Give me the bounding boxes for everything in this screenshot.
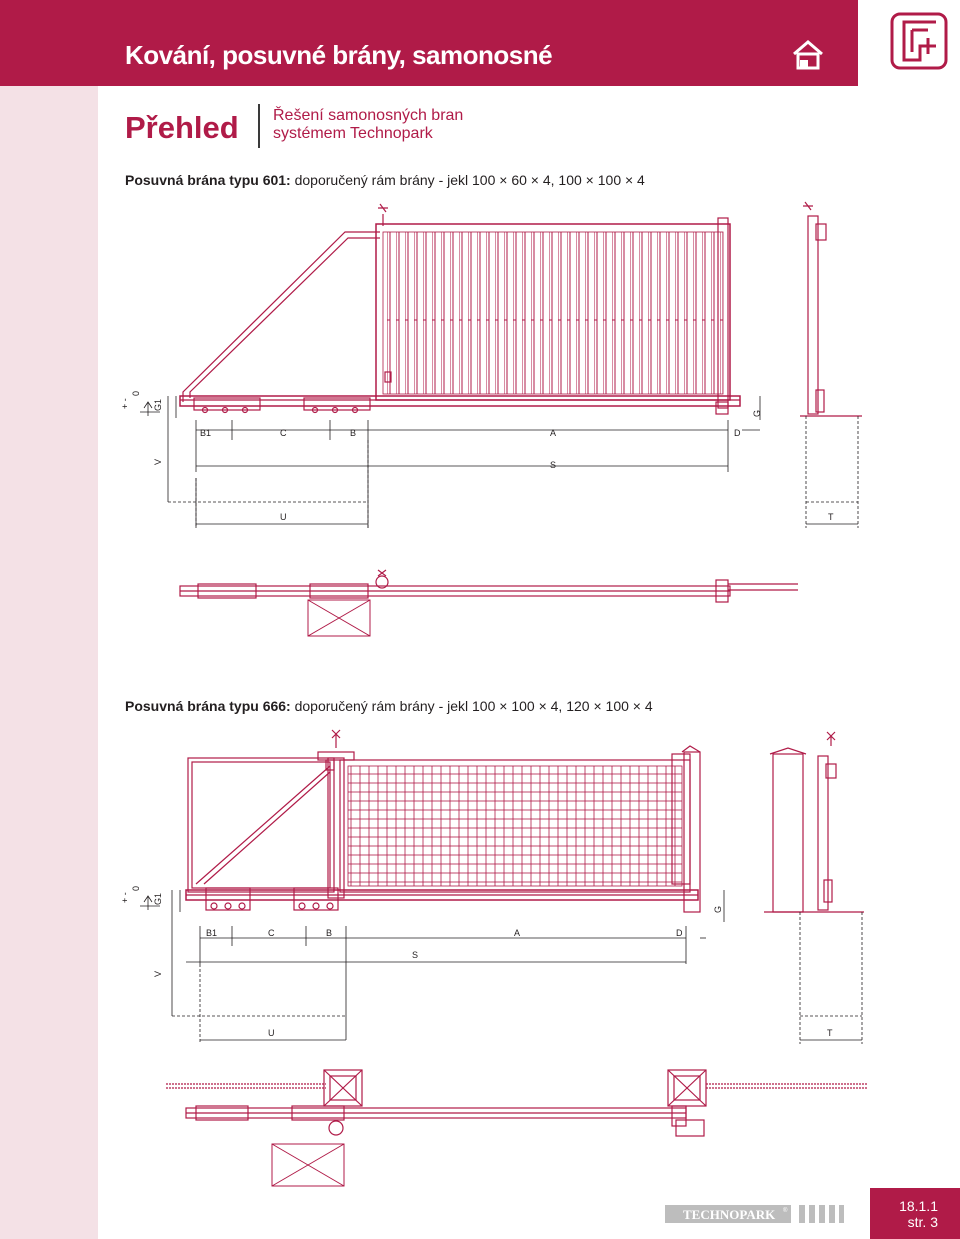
gate-666-label-b1: B1 bbox=[206, 928, 218, 938]
footer-page-box bbox=[870, 1188, 960, 1239]
gate-601-label-b1: B1 bbox=[200, 428, 212, 438]
footer-section-number: 18.1.1 bbox=[899, 1198, 938, 1214]
gate-601-label-v: V bbox=[153, 458, 163, 465]
footer-page-number: str. 3 bbox=[907, 1214, 938, 1230]
gate-601-label-u: U bbox=[280, 512, 287, 522]
gate-601-label-c: C bbox=[280, 428, 287, 438]
gate-601-label-g: G bbox=[752, 409, 762, 417]
gate-666-label-u: U bbox=[268, 1028, 275, 1038]
gate-601-elevation bbox=[180, 202, 862, 416]
page-title: Kování, posuvné brány, samonosné bbox=[125, 40, 553, 70]
subtitle-line-2: systémem Technopark bbox=[273, 125, 433, 142]
gate-666-heading-type: Posuvná brána typu 666: bbox=[125, 698, 291, 714]
gate-601-label-d: D bbox=[734, 428, 741, 438]
gate-666-dimensions bbox=[140, 890, 862, 1044]
gate-601-label-s: S bbox=[550, 460, 557, 470]
gate-601-label-zero: 0 bbox=[131, 390, 141, 396]
gate-666-label-t: T bbox=[827, 1028, 833, 1038]
gate-666-label-g: G bbox=[713, 905, 723, 913]
gate-666-plan-foundation bbox=[272, 1144, 344, 1186]
gate-601-plan bbox=[180, 570, 798, 602]
footer-brand-registered: ® bbox=[783, 1208, 788, 1214]
gate-666-elevation bbox=[186, 730, 864, 912]
footer-brand-bars bbox=[665, 1203, 845, 1225]
gate-601-label-t: T bbox=[828, 512, 834, 522]
footer-brand-text: TECHNOPARK bbox=[683, 1207, 776, 1222]
gate-666-label-s: S bbox=[412, 950, 419, 960]
gate-666-label-plusminus: + - bbox=[120, 892, 130, 903]
gate-666-label-zero: 0 bbox=[131, 885, 141, 891]
gate-666-plan bbox=[166, 1070, 868, 1136]
gate-666-label-a: A bbox=[514, 928, 521, 938]
gate-666-label-c: C bbox=[268, 928, 275, 938]
section-title: Přehled bbox=[125, 110, 239, 145]
gate-666-heading-text: doporučený rám brány - jekl 100 × 100 × 4, 120 × 100 × 4 bbox=[290, 698, 653, 714]
gate-601-plan-foundation bbox=[308, 600, 370, 636]
gate-601-dimensions bbox=[140, 396, 858, 528]
gate-601-label-g1: G1 bbox=[153, 398, 163, 411]
gate-601-heading-type: Posuvná brána typu 601: bbox=[125, 172, 291, 188]
footer-brand bbox=[665, 1203, 845, 1225]
gate-601-label-b: B bbox=[350, 428, 357, 438]
gate-666-label-d: D bbox=[676, 928, 683, 938]
gate-666-label-v: V bbox=[153, 970, 163, 977]
subtitle-line-1: Řešení samonosných bran bbox=[273, 107, 464, 124]
gate-601-label-a: A bbox=[550, 428, 557, 438]
gate-666-label-g1: G1 bbox=[153, 892, 163, 905]
gate-601-heading-text: doporučený rám brány - jekl 100 × 60 × 4, 100 × 100 × 4 bbox=[290, 172, 645, 188]
gate-601-label-plusminus: + - bbox=[120, 398, 130, 409]
gate-666-label-b: B bbox=[326, 928, 333, 938]
